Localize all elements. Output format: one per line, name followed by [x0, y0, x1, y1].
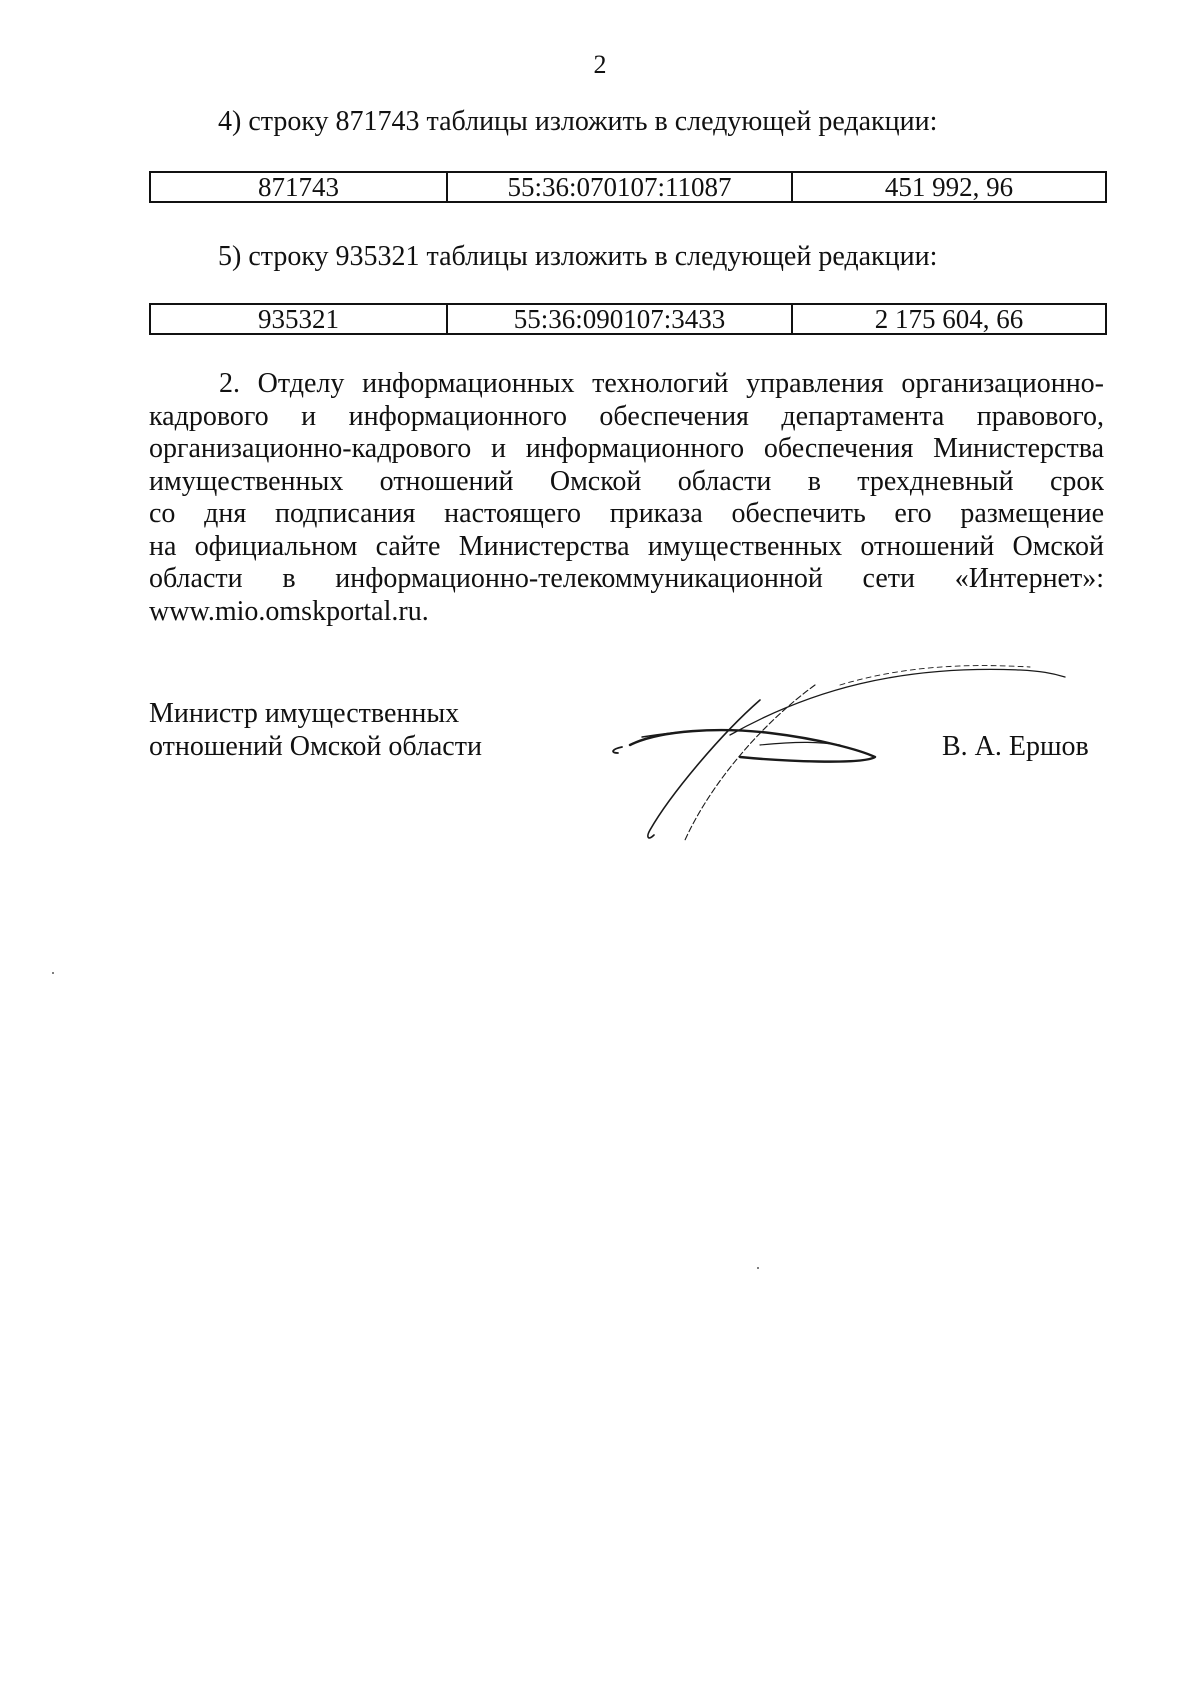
- paragraph-line: имущественных отношений Омской области в трехдневный срок: [149, 465, 1104, 497]
- signer-position-line: отношений Омской области: [149, 731, 482, 762]
- value-cell: 2 175 604, 66: [792, 304, 1106, 334]
- table-row: [150, 304, 1106, 334]
- scan-speck: [757, 1267, 759, 1269]
- paragraph-line: со дня подписания настоящего приказа обеспечить его размещение: [149, 498, 1104, 529]
- paragraph-line: www.mio.omskportal.ru.: [149, 595, 429, 627]
- paragraph-line: на официальном сайте Министерства имущественных отношений Омской: [149, 530, 1104, 562]
- scan-speck: [52, 972, 54, 974]
- item5-heading: 5) строку 935321 таблицы изложить в следующей редакции:: [218, 241, 938, 272]
- paragraph-line: области в информационно-телекоммуникационной сети «Интернет»:: [149, 563, 1104, 594]
- signer-name: В. А. Ершов: [942, 731, 1089, 762]
- cadastral-number-cell: 55:36:070107:11087: [447, 172, 792, 202]
- page-number: 2: [593, 50, 607, 79]
- paragraph-line: 2. Отделу информационных технологий управления организационно-: [219, 368, 1104, 399]
- value-cell: 451 992, 96: [792, 172, 1106, 202]
- paragraph-line: кадрового и информационного обеспечения департамента правового,: [149, 400, 1104, 432]
- table-row: [150, 172, 1106, 202]
- row-number-cell: 871743: [150, 172, 447, 202]
- paragraph-line: организационно-кадрового и информационного обеспечения Министерства: [149, 433, 1104, 464]
- item5-table-row: [149, 303, 1107, 335]
- signer-position-line: Министр имущественных: [149, 698, 460, 729]
- paragraph-2: [149, 368, 1104, 628]
- item4-heading: 4) строку 871743 таблицы изложить в следующей редакции:: [218, 106, 938, 137]
- row-number-cell: 935321: [150, 304, 447, 334]
- signer-position: [149, 697, 482, 763]
- cadastral-number-cell: 55:36:090107:3433: [447, 304, 792, 334]
- item4-table-row: [149, 171, 1107, 203]
